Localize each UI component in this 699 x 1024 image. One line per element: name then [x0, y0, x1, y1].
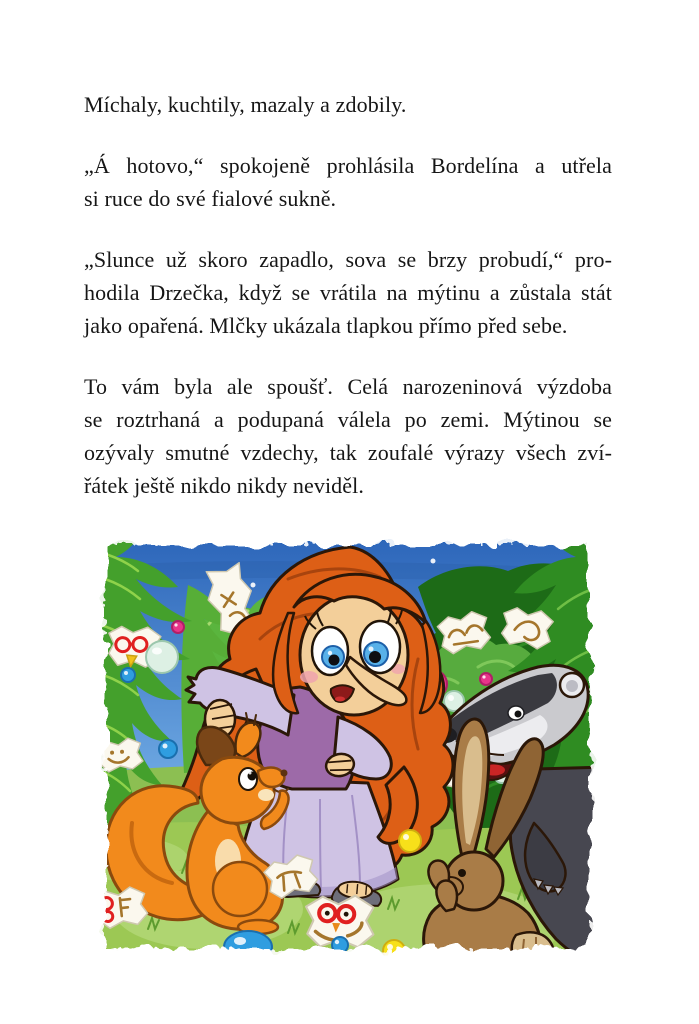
- story-line: ozývaly smutné vzdechy, tak zoufalé výrazy všech zví-: [84, 440, 612, 465]
- story-paragraph: [84, 370, 612, 502]
- ball-yellow: [399, 830, 421, 852]
- ball-blue: [159, 740, 177, 758]
- story-line: si ruce do své fialové sukně.: [84, 186, 337, 211]
- squirrel-muzzle: [258, 768, 284, 787]
- girl-face: [300, 595, 408, 715]
- badger-eye: [508, 706, 524, 720]
- story-paragraph: [84, 243, 612, 342]
- ball-mint: [146, 641, 178, 673]
- squirrel-haunch: [213, 862, 267, 916]
- ball-blue: [121, 668, 135, 682]
- hare-eye: [458, 869, 466, 877]
- story-line: hodila Drzečka, když se vrátila na mýtinu a zůstala stát: [84, 280, 612, 305]
- story-paragraph: [84, 88, 612, 121]
- girl-blush-left: [300, 671, 318, 683]
- story-line: jako opařená. Mlčky ukázala tlapkou přímo před sebe.: [84, 313, 568, 338]
- story-line: „Á hotovo,“ spokojeně prohlásila Bordelína a utřela: [84, 153, 612, 178]
- story-line: se roztrhaná a podupaná válela po zemi. Mýtinou se: [84, 407, 612, 432]
- ball-pink: [480, 673, 492, 685]
- ball-pink: [172, 621, 184, 633]
- illustration-svg: [88, 527, 608, 967]
- story-line: „Slunce už skoro zapadlo, sova se brzy probudí,“ pro-: [84, 247, 612, 272]
- story-line: Míchaly, kuchtily, mazaly a zdobily.: [84, 92, 407, 117]
- story-line: To vám byla ale spoušť. Celá narozeninová výzdoba: [84, 374, 612, 399]
- story-text: [84, 88, 612, 530]
- story-illustration: [88, 527, 608, 967]
- squirrel-nose: [281, 770, 288, 777]
- story-line: řátek ještě nikdo nikdy neviděl.: [84, 473, 364, 498]
- squirrel-eye: [239, 768, 257, 790]
- story-paragraph: [84, 149, 612, 215]
